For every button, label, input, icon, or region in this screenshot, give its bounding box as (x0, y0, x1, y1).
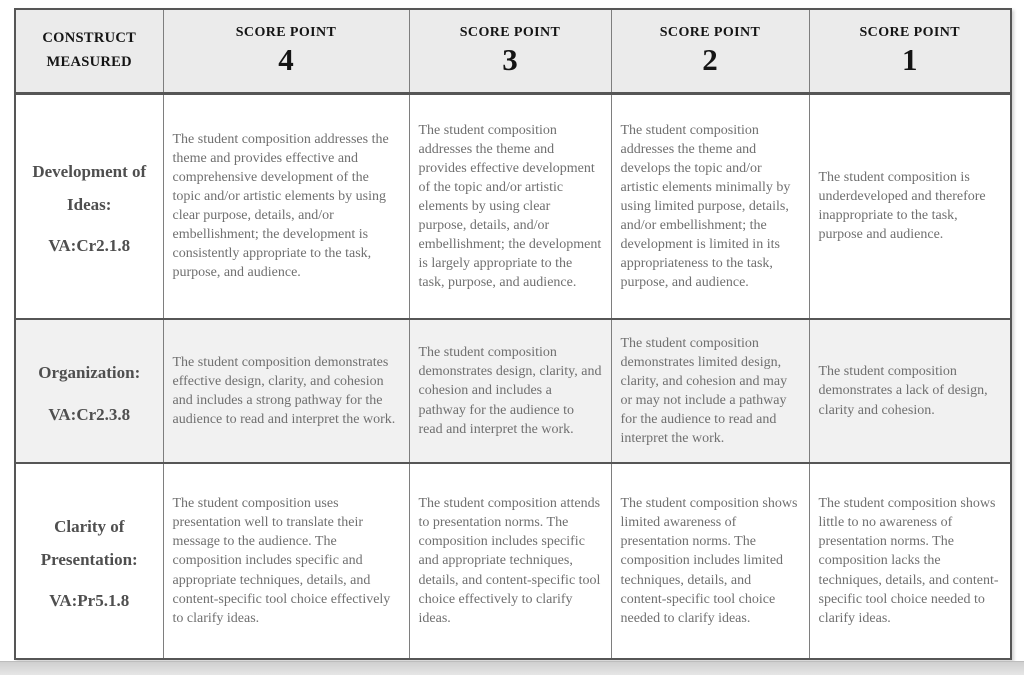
score-point-4-header (163, 9, 409, 93)
rubric-cell-organization-score-4: The student composition demonstrates effective design, clarity, and cohesion and includes a strong pathway for the audience to read and interpret the work. (163, 319, 409, 463)
score-point-label: SCORE POINT (659, 24, 761, 40)
rubric-table (14, 8, 1012, 660)
rubric-cell-development-score-1: The student composition is underdeveloped and therefore inappropriate to the task, purpose and audience. (809, 93, 1011, 319)
table-row-development-of-ideas (15, 93, 1011, 319)
score-point-label: SCORE POINT (235, 24, 337, 40)
score-point-3-header (409, 9, 611, 93)
score-point-value: 2 (702, 41, 718, 77)
table-row-clarity-of-presentation (15, 463, 1011, 659)
document-page-edge (0, 661, 1024, 675)
rubric-cell-development-score-4: The student composition addresses the theme and provides effective and comprehensive development of the topic and/or artistic elements by using clear purpose, details, and/or embellishment; the development is consistently appropriate to the task, purpose, and audience. (163, 93, 409, 319)
standard-code: VA:Cr2.3.8 (48, 404, 131, 424)
construct-name: Organization: (38, 363, 141, 383)
table-row-organization (15, 319, 1011, 463)
rubric-cell-development-score-3: The student composition addresses the theme and provides effective development of the topic and/or artistic elements by using clear purpose, details, and/or embellishment; the development is largely appropriate to the task, purpose, and audience. (409, 93, 611, 319)
rubric-cell-clarity-score-1: The student composition shows little to no awareness of presentation norms. The composition lacks the techniques, details, and content-specific tool choice needed to clarify ideas. (809, 463, 1011, 659)
standard-code: VA:Cr2.1.8 (48, 236, 131, 256)
construct-cell (15, 319, 163, 463)
score-point-value: 3 (502, 41, 518, 77)
standard-code: VA:Pr5.1.8 (49, 590, 130, 610)
score-point-2-header (611, 9, 809, 93)
score-point-value: 1 (902, 41, 918, 77)
score-point-label: SCORE POINT (459, 24, 561, 40)
rubric-cell-clarity-score-4: The student composition uses presentation well to translate their message to the audience. The composition includes specific and appropriate techniques, details, and content-specific tool choice effectively to clarify ideas. (163, 463, 409, 659)
rubric-cell-organization-score-1: The student composition demonstrates a lack of design, clarity and cohesion. (809, 319, 1011, 463)
construct-cell (15, 93, 163, 319)
rubric-cell-organization-score-3: The student composition demonstrates design, clarity, and cohesion and includes a pathway for the audience to read and interpret the work. (409, 319, 611, 463)
score-point-value: 4 (278, 41, 294, 77)
rubric-cell-clarity-score-2: The student composition shows limited awareness of presentation norms. The composition includes limited techniques, details, and content-specific tool choice needed to clarify ideas. (611, 463, 809, 659)
construct-cell (15, 463, 163, 659)
header-row (15, 9, 1011, 93)
score-point-label: SCORE POINT (859, 24, 960, 40)
construct-name: Clarity of Presentation: (40, 517, 138, 569)
rubric-cell-development-score-2: The student composition addresses the theme and develops the topic and/or artistic elements minimally by using limited purpose, details, and/or embellishment; the development is limited in its appropriateness to the task, purpose, and audience. (611, 93, 809, 319)
construct-name: Development of Ideas: (32, 162, 147, 214)
rubric-cell-clarity-score-3: The student composition attends to presentation norms. The composition includes specific and appropriate techniques, details, and content-specific tool choice effectively to clarify ideas. (409, 463, 611, 659)
rubric-cell-organization-score-2: The student composition demonstrates limited design, clarity, and cohesion and may or may not include a pathway for the audience to read and interpret the work. (611, 319, 809, 463)
score-point-1-header (809, 9, 1011, 93)
construct-measured-header: CONSTRUCT MEASURED (15, 9, 163, 93)
